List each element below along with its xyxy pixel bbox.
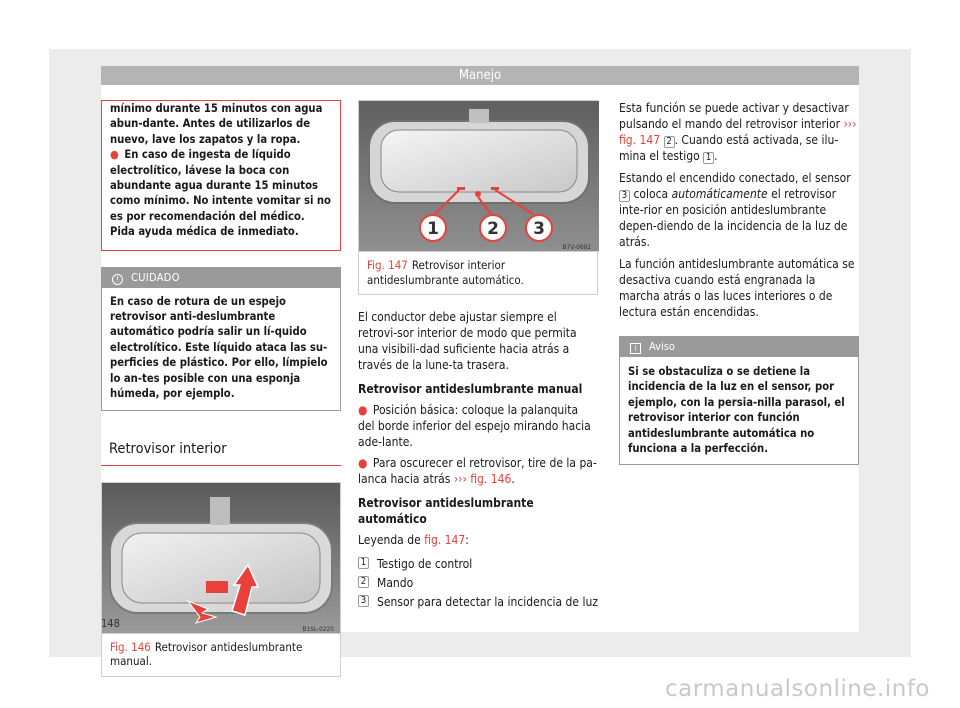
legend-item <box>358 556 598 572</box>
figure-caption-text: Retrovisor antideslumbrante manual. <box>110 639 303 668</box>
warning-box <box>101 100 341 251</box>
figure-147 <box>358 100 598 295</box>
legend-text: Testigo de control <box>377 557 473 571</box>
bullet-icon: ● <box>358 403 368 417</box>
column-2 <box>358 100 598 613</box>
note-box <box>619 336 859 465</box>
sensor-text-cont: coloca <box>633 187 669 201</box>
figure-number: Fig. 146 <box>110 639 151 654</box>
warning-bullet <box>110 147 332 239</box>
info-icon: i <box>630 343 641 354</box>
figure-code: B1SL-0220 <box>302 624 334 633</box>
warning-bullet-text: En caso de ingesta de líquido electrolítico, lávese la boca con abundante agua durante 15 minutos como mínimo. No intente vomitar si no es por recomendación del médico. Pida ayuda médica de inmediato. <box>110 148 331 239</box>
legend-intro <box>358 532 598 548</box>
legend-text: Mando <box>377 576 414 590</box>
legend-item <box>358 575 598 591</box>
manual-bullet-1-text: Posición básica: coloque la palanquita del borde inferior del espejo mirando hacia ade-lante. <box>358 403 591 449</box>
column-3 <box>619 100 859 465</box>
callout-number: 2 <box>358 576 369 588</box>
legend-intro-text: Leyenda de <box>358 533 421 547</box>
legend-intro-end: : <box>465 533 469 547</box>
running-header: Manejo <box>101 66 859 85</box>
note-text: Si se obstaculiza o se detiene la incidencia de la luz en el sensor, por ejemplo, con la persia-nilla parasol, el retrovisor interior con función antideslumbrante automática no funciona a la perfección. <box>628 365 845 456</box>
figure-code: B7V-0692 <box>562 243 591 251</box>
sensor-text: Estando el encendido conectado, el sensor <box>619 171 851 185</box>
intro-paragraph: El conductor debe ajustar siempre el retrovi-sor interior de modo que permita una visibili-dad suficiente hacia atrás a través de la lune-ta trasera. <box>358 310 577 372</box>
note-header <box>620 337 858 357</box>
figure-label-1: 1 <box>427 219 439 239</box>
warning-text-continued: mínimo durante 15 minutos con agua abun-dante. Antes de utilizarlos de nuevo, lave los zapatos y la ropa. <box>110 102 323 146</box>
caution-text: En caso de rotura de un espejo retrovisor anti-deslumbrante automático podría salir un lí-quido electrolítico. Este líquido ataca las su-perficies de plástico. Por ello, límpielo lo an-tes posible con una esponja húmeda, por ejemplo. <box>110 294 328 401</box>
legend-text: Sensor para detectar la incidencia de luz <box>377 595 598 609</box>
caution-header <box>102 268 340 288</box>
manual-heading: Retrovisor antideslumbrante manual <box>358 382 583 396</box>
callout-number: 1 <box>703 152 714 164</box>
figure-caption <box>102 633 340 676</box>
function-text: Esta función se puede activar y desactivar pulsando el mando del retrovisor interior <box>619 101 849 131</box>
function-text-end: . <box>714 149 718 163</box>
section-title: Retrovisor interior <box>101 437 341 466</box>
caution-icon: ! <box>112 274 123 285</box>
fig-147-link[interactable]: ››› fig. 147 <box>619 117 857 147</box>
callout-number: 2 <box>664 136 675 148</box>
figure-146 <box>101 482 341 677</box>
manual-bullet-2 <box>358 455 598 487</box>
figure-label-3: 3 <box>533 219 545 239</box>
auto-heading: Retrovisor antideslumbrante automático <box>358 496 534 526</box>
auto-mirror-illustration <box>359 101 599 251</box>
figure-caption <box>359 251 597 294</box>
function-text-cont: . Cuando está activada, se ilu-mina el testigo <box>619 133 839 163</box>
legend-list <box>358 556 598 610</box>
fig-147-link[interactable]: fig. 147 <box>424 533 466 547</box>
note-title: Aviso <box>649 340 675 353</box>
legend-item <box>358 594 598 610</box>
figure-caption-text: Retrovisor interior antideslumbrante automático. <box>367 258 524 287</box>
manual-bullet-1 <box>358 402 598 450</box>
manual-bullet-2-end: . <box>511 472 515 486</box>
sensor-text-end: el retrovisor inte-rior en posición antideslumbrante depen-diendo de la incidencia de la luz de atrás. <box>619 187 848 249</box>
callout-number: 3 <box>358 595 369 607</box>
watermark: carmanualsonline.info <box>664 676 930 702</box>
function-paragraph <box>619 100 859 164</box>
column-1 <box>101 100 341 677</box>
deactivation-paragraph: La función antideslumbrante automática se desactiva cuando está engranada la marcha atrás o las luces interiores o de lectura están encendidas. <box>619 257 855 319</box>
fig-146-link[interactable]: ››› fig. 146 <box>453 472 512 486</box>
figure-number: Fig. 147 <box>367 258 408 272</box>
sensor-paragraph <box>619 170 859 250</box>
figure-label-2: 2 <box>487 219 499 239</box>
manual-mirror-illustration <box>102 483 340 633</box>
callout-number: 3 <box>619 190 630 202</box>
page-number: 148 <box>101 617 120 630</box>
bullet-icon: ● <box>358 456 368 470</box>
bullet-icon: ● <box>110 148 119 162</box>
callout-number: 1 <box>358 557 369 569</box>
caution-title: CUIDADO <box>131 270 180 284</box>
manual-bullet-2-text: Para oscurecer el retrovisor, tire de la pa-lanca hacia atrás <box>358 456 597 486</box>
caution-box <box>101 267 341 411</box>
sensor-emphasis: automáticamente <box>671 187 768 201</box>
